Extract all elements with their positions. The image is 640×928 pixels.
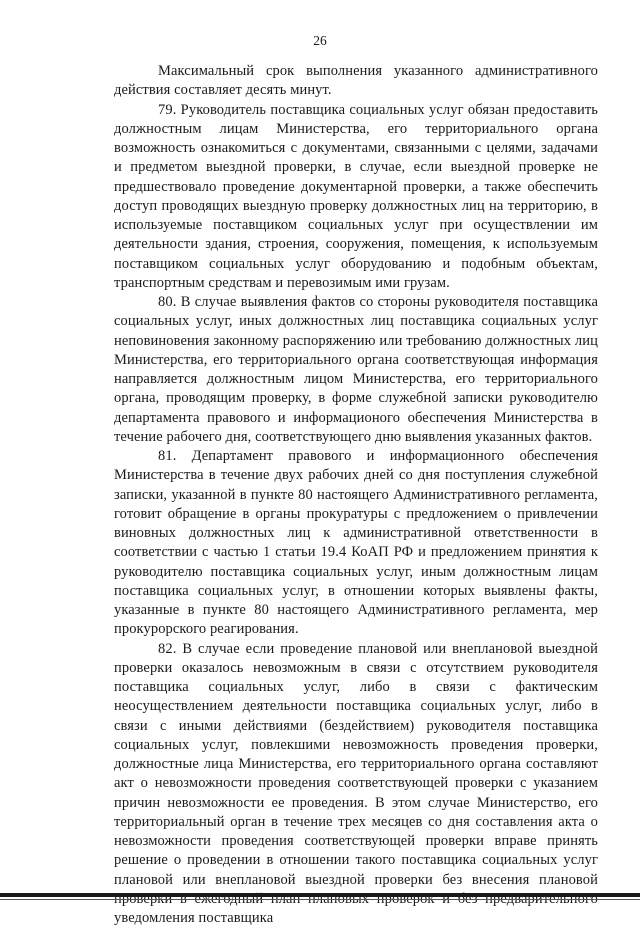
scan-bottom-border [0,893,640,897]
paragraph-82: 82. В случае если проведение плановой или внеплановой выездной проверки оказалось невозможным в связи с отсутствием руководителя поставщика социальных услуг, либо в связи с фактическим неосуществлением деятельности поставщика социальных услуг, либо в связи с иными действиями (бездействием) руководителя поставщика социальных услуг, повлекшими невозможность проведения проверки, должностные лица Министерства, его территориального органа составляют акт о невозможности проведения соответствующей проверки с указанием причин невозможности ее проведения. В этом случае Министерство, его территориальный орган в течение трех месяцев со дня составления акта о невозможности проведения соответствующей проверки вправе принять решение о проведении в отношении такого поставщика социальных услуг плановой или внеплановой выездной проверки без внесения плановой уведомления поставщика [114,640,598,928]
paragraph-79: 79. Руководитель поставщика социальных услуг обязан предоставить должностным лицам Министерства, его территориального органа возможность ознакомиться с документами, связанными с целями, задачами и предметом выездной проверки, в случае, если выездной проверке не предшествовало проведение документарной проверки, а также обеспечить доступ проводящих выездную проверку должностных лиц на территорию, в используемые поставщиком социальных услуг при осуществлении им деятельности здания, строения, сооружения, помещения, к используемым поставщиком социальных услуг оборудованию и подобным объектам, транспортным средствам и перевозимым ими грузам. [114,101,598,294]
paragraph-81: 81. Департамент правового и информационного обеспечения Министерства в течение двух рабочих дней со дня поступления служебной записки, указанной в пункте 80 настоящего Административного регламента, готовит обращение в органы прокуратуры с предложением о привлечении виновных должностных лиц к административной ответственности в соответствии с частью 1 статьи 19.4 КоАП РФ и предложением принятия к руководителю поставщика социальных услуг, иным должностным лицам поставщика социальных услуг, в отношении которых выявлены факты, указанные в пункте 80 настоящего Административного регламента, мер прокурорского реагирования. [114,447,598,640]
paragraph-max-duration: Максимальный срок выполнения указанного административного действия составляет десять минут. [114,62,598,101]
scan-bottom-border-thin [0,899,640,900]
paragraph-80: 80. В случае выявления фактов со стороны руководителя поставщика социальных услуг, иных должностных лиц поставщика социальных услуг неповиновения законному распоряжению или требованию должностных лиц Министерства, его территориального органа соответствующая информация направляется должностным лицом Министерства, его территориального органа, проводящим проверку, в форме служебной записки руководителю департамента правового и информационого обеспечения Министерства в течение рабочего дня, соответствующего дню выявления указанных фактов. [114,293,598,447]
page-number: 26 [0,33,640,49]
document-body [114,62,598,928]
